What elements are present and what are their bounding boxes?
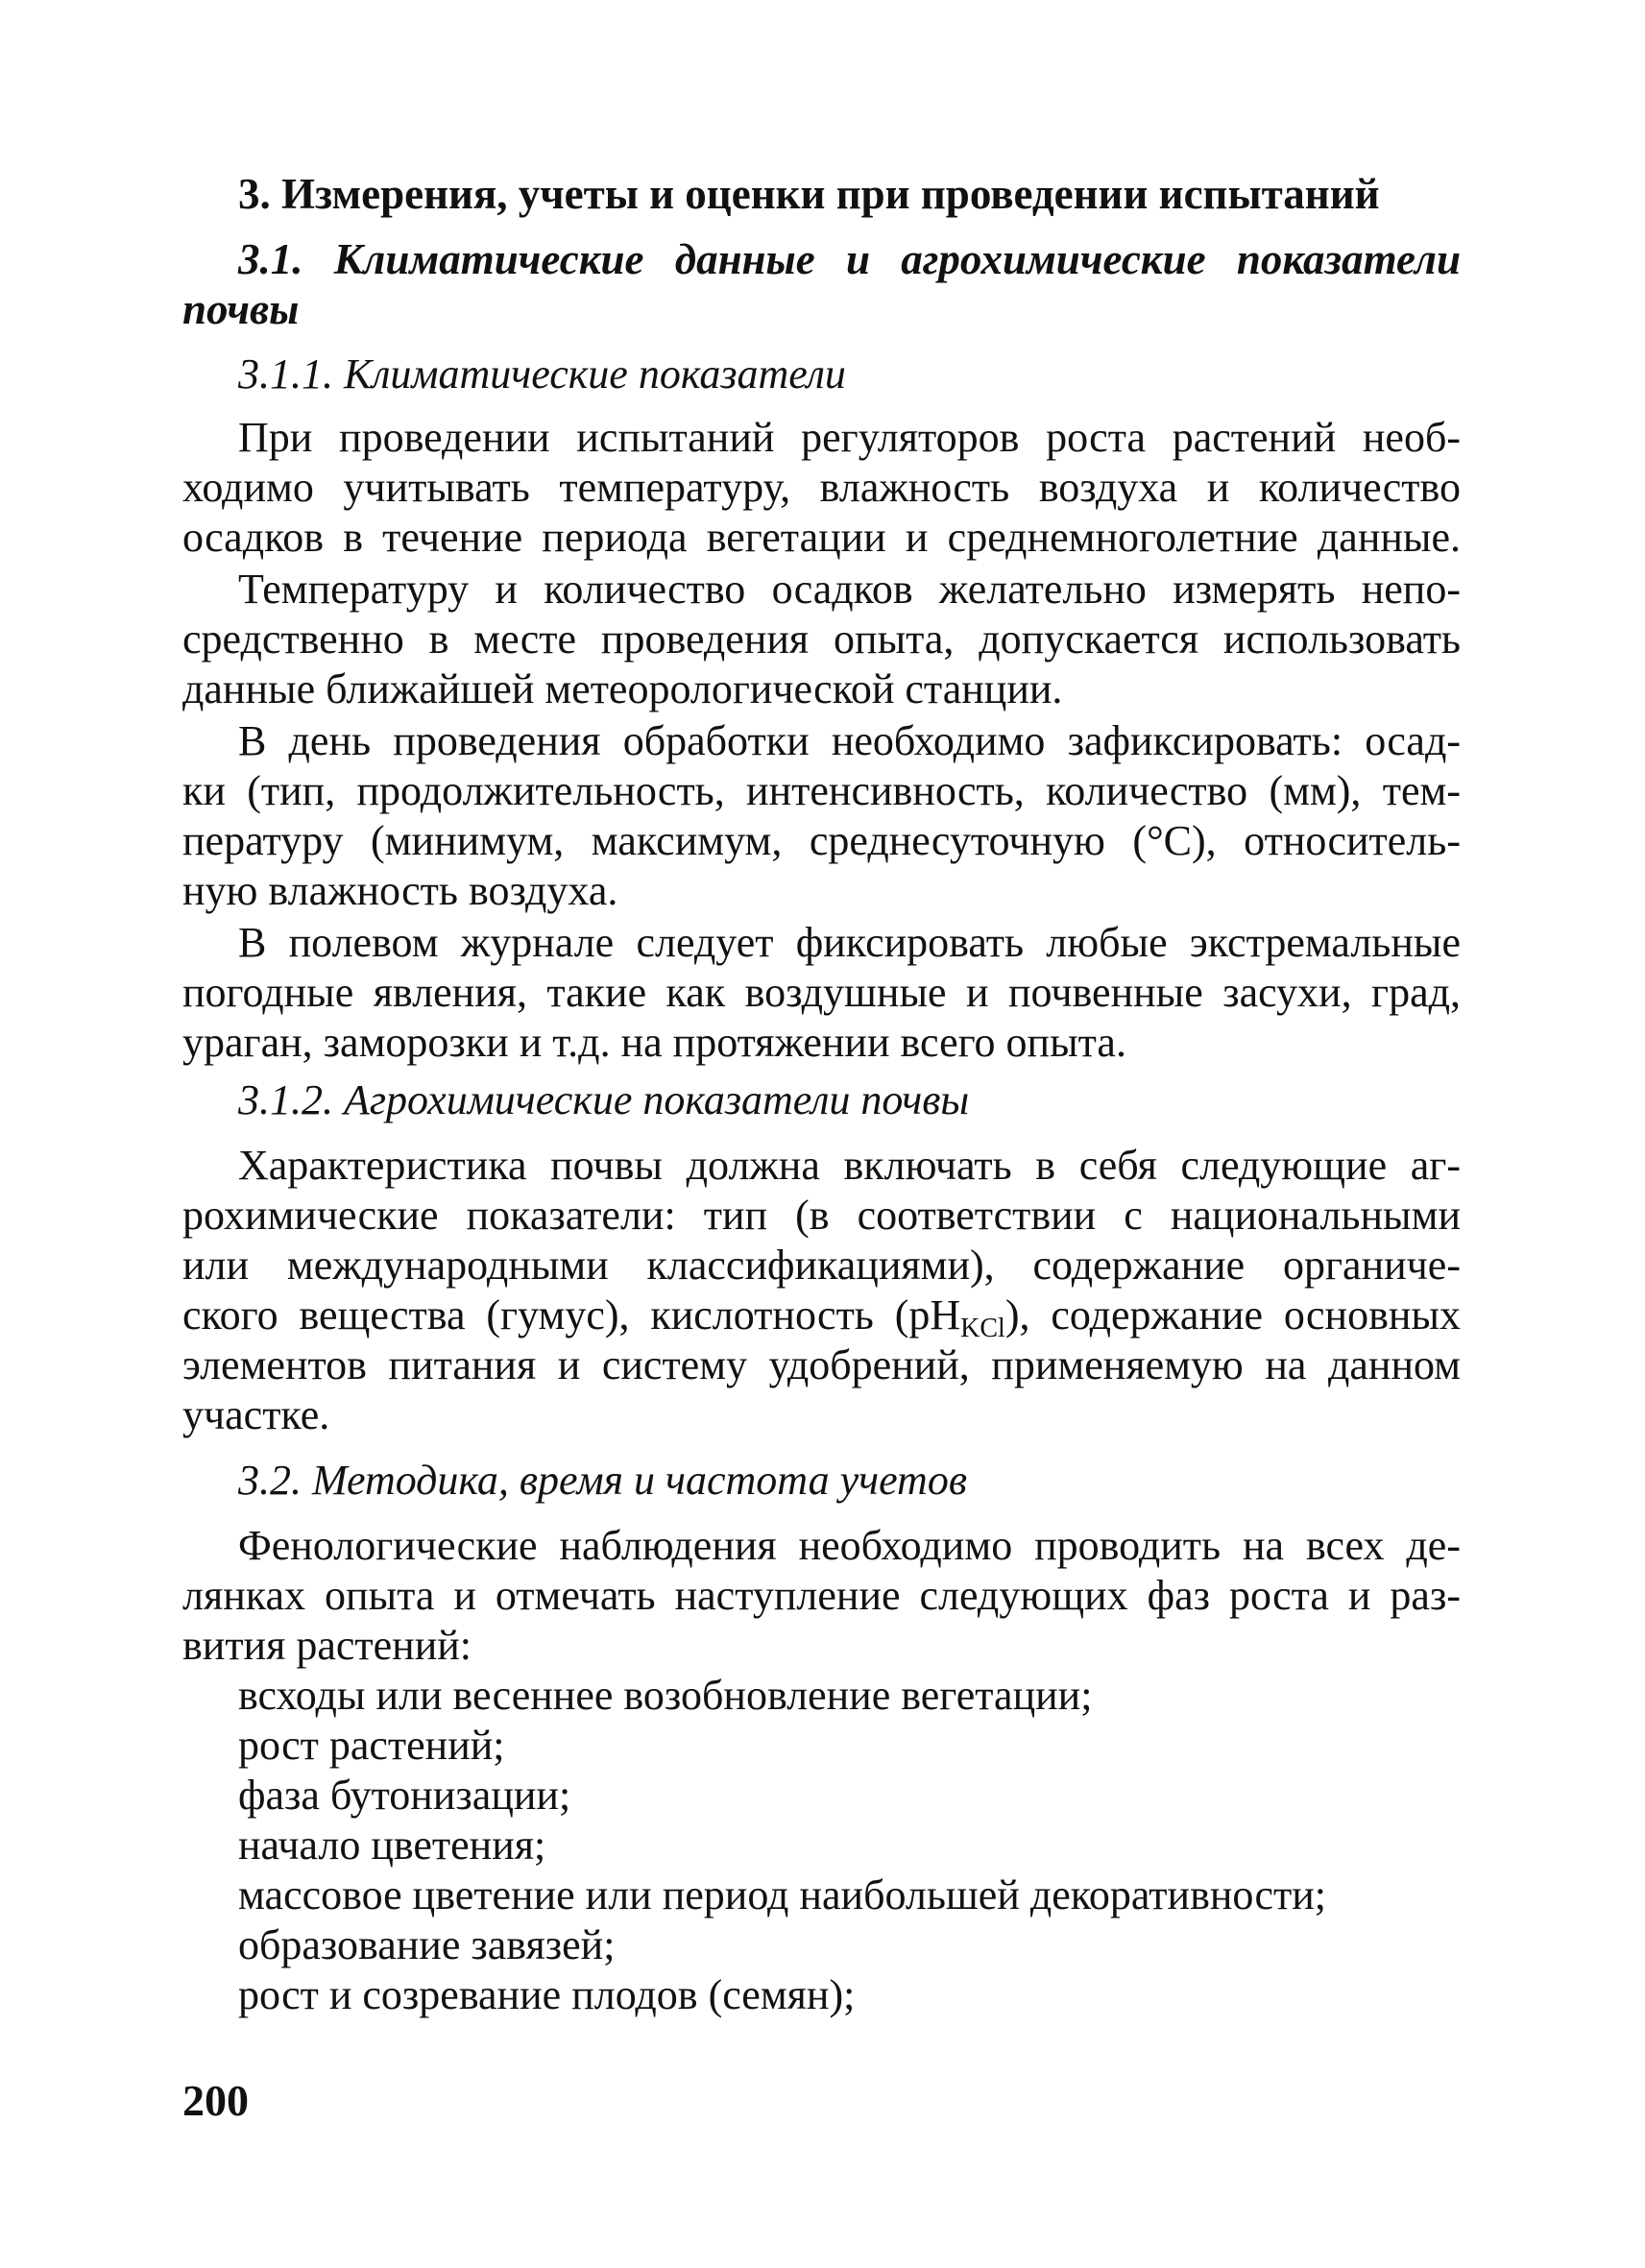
- page-number: 200: [182, 2076, 249, 2125]
- phase-list: [0, 1671, 1645, 2020]
- paragraph-climate-2: Температуру и количество осадков желательно измерять непо- средственно в месте проведения опыта, допускается использовать данные ближайшей метеорологической станции.: [182, 566, 1461, 712]
- paragraph-phenology: Фенологические наблюдения необходимо проводить на всех де- лянках опыта и отмечать наступление следующих фаз роста и раз- вития растений:: [182, 1522, 1461, 1669]
- list-item: рост растений;: [238, 1722, 505, 1769]
- subsubsection-heading-climate: 3.1.1. Климатические показатели: [238, 350, 846, 398]
- list-item: всходы или весеннее возобновление вегетации;: [238, 1672, 1093, 1719]
- list-item: образование завязей;: [238, 1921, 616, 1968]
- list-item: начало цветения;: [238, 1822, 546, 1869]
- list-item: фаза бутонизации;: [238, 1772, 571, 1819]
- section-heading: 3. Измерения, учеты и оценки при проведении испытаний: [238, 170, 1380, 218]
- paragraph-climate-4: В полевом журнале следует фиксировать любые экстремальные погодные явления, такие как воздушные и почвенные засухи, град, ураган, заморозки и т.д. на протяжении всего опыта.: [182, 919, 1461, 1066]
- list-item: массовое цветение или период наибольшей декоративности;: [238, 1871, 1327, 1918]
- kcl-subscript: KCl: [960, 1314, 1005, 1343]
- paragraph-soil: Характеристика почвы должна включать в себя следующие аг- рохимические показатели: тип (в соответствии с национальными или международными классификациями), содержание органиче- ского вещества (гумус), кислотность $(pH_{KCl})$, содержание основных элементов питания и систему удобрений, применяемую на данном участке.: [182, 1142, 1461, 1438]
- subsubsection-heading-soil: 3.1.2. Агрохимические показатели почвы: [238, 1076, 970, 1123]
- paragraph-climate-3: В день проведения обработки необходимо зафиксировать: осад- ки (тип, продолжительность, интенсивность, количество (мм), тем- пературу (минимум, максимум, среднесуточную (°С), относитель- ную влажность воздуха.: [182, 717, 1461, 914]
- subsection-heading-methodology: 3.2. Методика, время и частота учетов: [238, 1457, 967, 1504]
- list-item: рост и созревание плодов (семян);: [238, 1971, 856, 2018]
- paragraph-climate-1: При проведении испытаний регуляторов роста растений необ- ходимо учитывать температуру, влажность воздуха и количество осадков в течение периода вегетации и среднемноголетние данные.: [182, 414, 1461, 561]
- subsection-heading: 3.1. Климатические данные и агрохимические показатели почвы: [182, 235, 1461, 333]
- soil-acidity-line: ского вещества (гумус), кислотность $(pH_{KCl})$, содержание основных: [182, 1291, 1461, 1343]
